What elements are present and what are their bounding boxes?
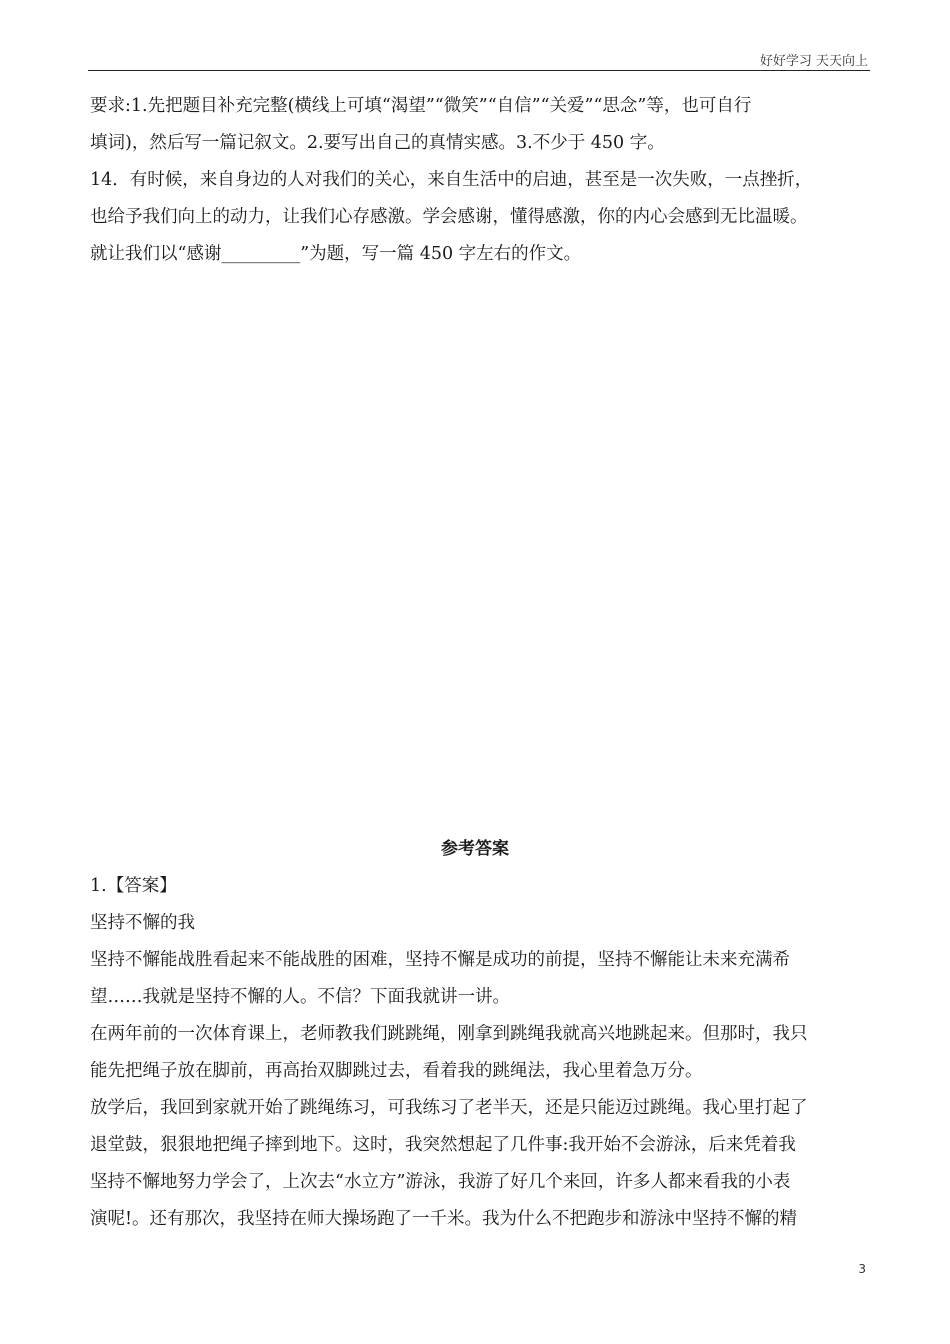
requirement-line: 要求:1.先把题目补充完整(横线上可填“渴望”“微笑”“自信”“关爱”“思念”等，也可自行 xyxy=(90,96,752,116)
question-14-line: 也给予我们向上的动力，让我们心存感激。学会感谢，懂得感激，你的内心会感到无比温暖。 xyxy=(90,207,808,227)
answer-line: 1.【答案】 xyxy=(90,876,177,896)
header-rule xyxy=(88,70,870,71)
answers-title: 参考答案 xyxy=(441,839,509,859)
answer-line: 退堂鼓，狠狠地把绳子摔到地下。这时，我突然想起了几件事:我开始不会游泳，后来凭着我 xyxy=(90,1135,796,1155)
question-14-line: 14．有时候，来自身边的人对我们的关心，来自生活中的启迪，甚至是一次失败，一点挫折， xyxy=(90,170,813,190)
answer-line: 演呢!。还有那次，我坚持在师大操场跑了一千米。我为什么不把跑步和游泳中坚持不懈的精 xyxy=(90,1209,798,1229)
answer-line: 坚持不懈能战胜看起来不能战胜的困难，坚持不懈是成功的前提，坚持不懈能让未来充满希 xyxy=(90,950,790,970)
question-14-line: 就让我们以“感谢_________”为题，写一篇 450 字左右的作文。 xyxy=(90,244,582,264)
answer-line: 在两年前的一次体育课上，老师教我们跳跳绳，刚拿到跳绳我就高兴地跳起来。但那时，我只 xyxy=(90,1024,808,1044)
answer-line: 望……我就是坚持不懈的人。不信？下面我就讲一讲。 xyxy=(90,987,510,1007)
answers-section xyxy=(90,868,870,1238)
requirement-line: 填词)，然后写一篇记叙文。2.要写出自己的真情实感。3.不少于 450 字。 xyxy=(90,133,665,153)
answer-line: 能先把绳子放在脚前，再高抬双脚跳过去，看着我的跳绳法，我心里着急万分。 xyxy=(90,1061,703,1081)
answer-line: 放学后，我回到家就开始了跳绳练习，可我练习了老半天，还是只能迈过跳绳。我心里打起了 xyxy=(90,1098,808,1118)
questions-section xyxy=(90,88,870,273)
page-number: 3 xyxy=(858,1262,866,1276)
answer-line: 坚持不懈的我 xyxy=(90,913,195,933)
answer-line: 坚持不懈地努力学会了，上次去“水立方”游泳，我游了好几个来回，许多人都来看我的小表 xyxy=(90,1172,791,1192)
page-header-text: 好好学习 天天向上 xyxy=(759,54,868,69)
